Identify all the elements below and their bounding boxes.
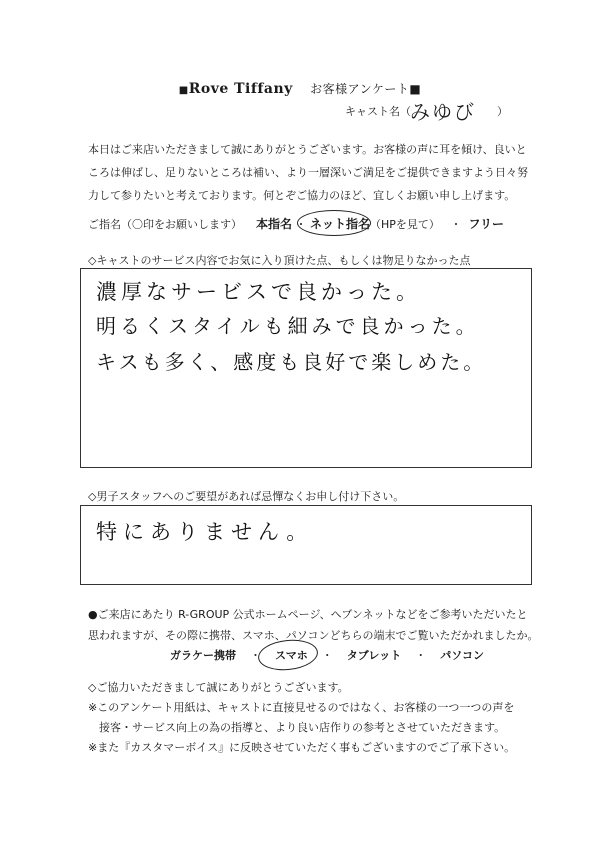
nomination-option-free[interactable]: フリー [468, 217, 504, 231]
title-square-mark: ■ [178, 85, 189, 96]
cast-name-handwritten: みゆび [410, 100, 476, 124]
q1-answer-line: 濃厚なサービスで良かった。 [96, 280, 421, 304]
device-option-pc[interactable]: パソコン [440, 649, 485, 662]
device-option-feature-phone[interactable]: ガラケー携帯 [170, 649, 236, 662]
note-line: 接客・サービス向上の為の指導と、より良い店作りの参考とさせていただきます。 [88, 721, 506, 734]
brand-name: Rove Tiffany [188, 81, 293, 97]
nomination-row [88, 215, 504, 232]
separator-dot: ・ [415, 649, 427, 662]
q2-heading: ◇男子スタッフへのご要望があれば忌憚なくお申し付け下さい。 [88, 490, 405, 503]
cast-name-close: ） [497, 105, 508, 118]
note-line: ◇ご協力いただきまして誠にありがとうございます。 [88, 681, 349, 694]
cast-name-label: キャスト名（ [345, 105, 411, 118]
note-line: ※このアンケート用紙は、キャストに直接見せるのではなく、お客様の一つ一つの声を [88, 701, 515, 714]
nomination-option-regular[interactable]: 本指名 [256, 217, 293, 231]
device-options-row [170, 647, 484, 663]
note-line: ※また『カスタマーボイス』に反映させていただく事もございますのでご了承下さい。 [88, 741, 516, 754]
selection-circle-mark [297, 210, 371, 236]
intro-line: ころは伸ばし、足りないところは補い、より一層深いご満足をご提供できますよう日々努 [88, 166, 528, 179]
separator-dot: ・ [295, 218, 307, 231]
q2-answer-text: 特にありません。 [96, 520, 314, 544]
nomination-option-net[interactable]: ネット指名 [310, 217, 371, 231]
intro-paragraph [88, 138, 528, 207]
intro-line: 本日はご来店いただきまして誠にありがとうございます。お客様の声に耳を傾け、良いと [88, 143, 527, 156]
separator-dot: ・ [250, 649, 261, 662]
closing-notes [88, 678, 515, 758]
device-option-smartphone[interactable]: スマホ [275, 649, 308, 662]
q3-line-2: 思われますが、その際に携帯、スマホ、パソコンどちらの端末でご覧いただかれましたか。 [88, 629, 539, 642]
nomination-net-note: （HPを見て） [370, 218, 440, 231]
survey-subtitle: お客様アンケート■ [310, 82, 422, 96]
q3-line-1: ●ご来店にあたり R-GROUP 公式ホームページ、ヘブンネットなどをご参考いただいたと [88, 608, 528, 621]
nomination-label: ご指名（〇印をお願いします） [88, 218, 242, 231]
separator-dot: ・ [321, 649, 333, 662]
intro-line: 力して参りたいと考えております。何とぞご協力のほど、宜しくお願い申し上げます。 [88, 189, 516, 202]
q1-answer-line: キスも多く、感度も良好で楽しめた。 [96, 350, 487, 374]
survey-title [0, 80, 600, 97]
separator-dot: ・ [450, 218, 462, 231]
q1-answer-line: 明るくスタイルも細みで良かった。 [96, 314, 480, 338]
device-option-tablet[interactable]: タブレット [346, 649, 402, 662]
q1-heading: ◇キャストのサービス内容でお気に入り頂けた点、もしくは物足りなかった点 [88, 254, 471, 267]
